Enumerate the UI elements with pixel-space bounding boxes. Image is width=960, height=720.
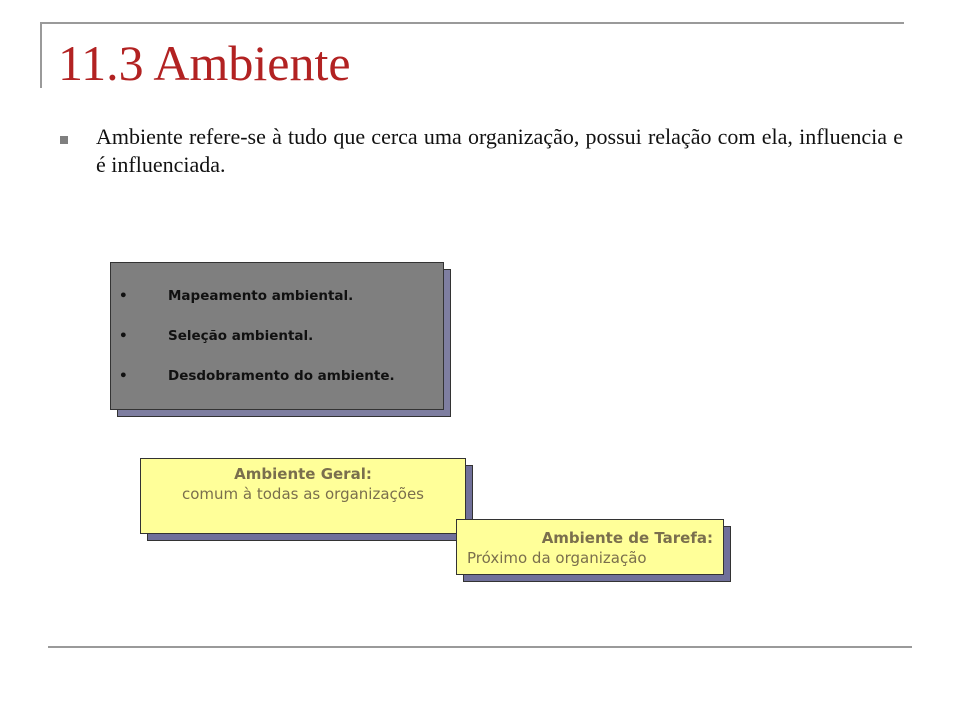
bottom-rule <box>48 646 912 648</box>
grey-box-list <box>111 288 443 408</box>
list-item <box>111 328 443 368</box>
bullet-paragraph <box>58 123 903 179</box>
list-item <box>111 288 443 328</box>
ambiente-geral-title: Ambiente Geral: <box>234 465 372 483</box>
list-item-text: Mapeamento ambiental. <box>168 288 354 304</box>
left-rule <box>40 22 42 88</box>
bullet-dot-icon: • <box>119 328 128 344</box>
ambiente-geral-box <box>140 458 466 534</box>
list-item-text: Desdobramento do ambiente. <box>168 368 395 384</box>
list-item <box>111 368 443 408</box>
bullet-dot-icon: • <box>119 288 128 304</box>
list-item-text: Seleção ambiental. <box>168 328 314 344</box>
top-rule <box>40 22 904 24</box>
square-bullet-icon <box>60 136 68 144</box>
slide-title: 11.3 Ambiente <box>58 35 351 91</box>
ambiente-geral-subtitle: comum à todas as organizações <box>181 485 424 503</box>
ambiente-tarefa-subtitle: Próximo da organização <box>467 549 647 567</box>
bullet-text: Ambiente refere-se à tudo que cerca uma organização, possui relação com ela, influencia e é influenciada. <box>96 124 903 177</box>
bullet-dot-icon: • <box>119 368 128 384</box>
ambiente-tarefa-title: Ambiente de Tarefa: <box>541 529 713 547</box>
grey-box <box>110 262 444 410</box>
ambiente-tarefa-box <box>456 519 724 575</box>
